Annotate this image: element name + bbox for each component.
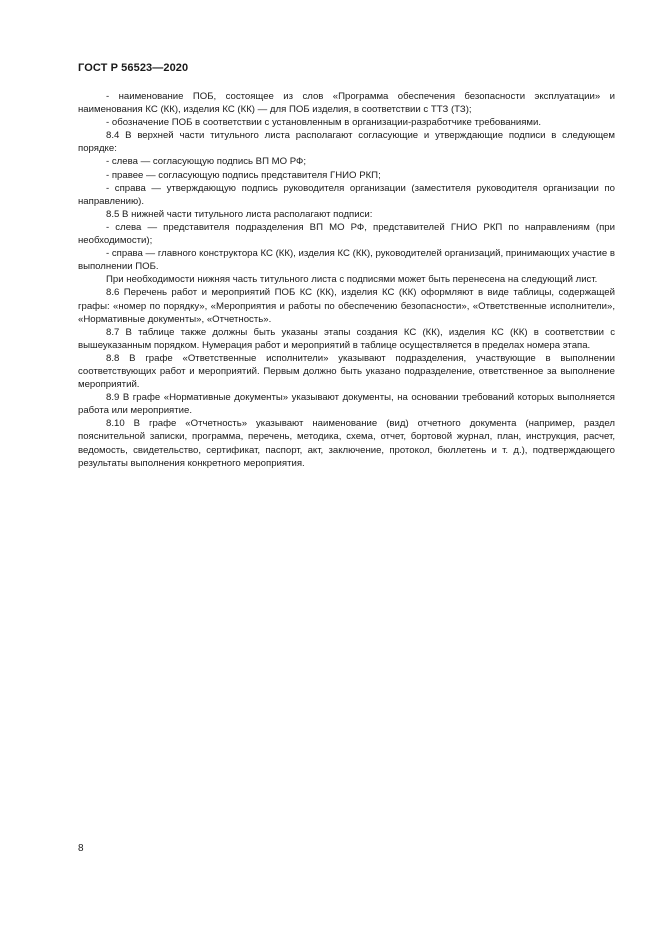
paragraph-8-6: 8.6 Перечень работ и мероприятий ПОБ КС (КК), изделия КС (КК) оформляют в виде таблицы, содержащей графы: «номер по порядку», «Мероприятия и работы по обеспечению безопасности», «Ответственные исполнители», «Нормативные документы», «Отчетность». [78, 287, 615, 325]
paragraph-8-5-right: - справа — главного конструктора КС (КК), изделия КС (КК), руководителей организаций, принимающих участие в выполнении ПОБ. [78, 248, 615, 273]
paragraph-8-4-right-of-left: - правее — согласующую подпись представителя ГНИО РКП; [106, 169, 381, 181]
paragraph-8-10: 8.10 В графе «Отчетность» указывают наименование (вид) отчетного документа (например, раздел пояснительной записки, программа, перечень, методика, схема, отчет, бортовой журнал, план, инструкция, расчет, ведомость, свидетельство, сертификат, паспорт, акт, заключение, протокол, бюллетень и т. д.), подтверждающего результаты выполнения конкретного мероприятия. [78, 418, 615, 469]
paragraph-title-page-name: - наименование ПОБ, состоящее из слов «Программа обеспечения безопасности эксплуатации» и наименования КС (КК), изделия КС (КК) — для ПОБ изделия, в соответствии с ТТЗ (ТЗ); [78, 91, 615, 116]
paragraph-8-4: 8.4 В верхней части титульного листа располагают согласующие и утверждающие подписи в следующем порядке: [78, 130, 615, 155]
paragraph-8-8: 8.8 В графе «Ответственные исполнители» указывают подразделения, участвующие в выполнении соответствующих работ и мероприятий. Первым должно быть указано подразделение, ответственное за выполнение мероприятий. [78, 352, 615, 391]
paragraph-8-5-left: - слева — представителя подразделения ВП МО РФ, представителей ГНИО РКП по направлениям (при необходимости); [78, 221, 615, 247]
document-header: ГОСТ Р 56523—2020 [78, 62, 189, 74]
paragraph-8-4-left: - слева — согласующую подпись ВП МО РФ; [106, 156, 307, 168]
paragraph-8-7: 8.7 В таблице также должны быть указаны этапы создания КС (КК), изделия КС (КК) в соответствии с вышеуказанным порядком. Нумерация работ и мероприятий в таблице осуществляется в пределах номера этапа. [78, 326, 615, 351]
document-body [78, 90, 615, 470]
paragraph-8-5: 8.5 В нижней части титульного листа располагают подписи: [106, 208, 373, 220]
paragraph-8-4-right: - справа — утверждающую подпись руководителя организации (заместителя руководителя организации по направлению). [78, 182, 615, 207]
page-number: 8 [78, 843, 84, 854]
paragraph-8-9: 8.9 В графе «Нормативные документы» указывают документы, на основании требований которых выполняется работа или мероприятие. [78, 392, 615, 417]
paragraph-8-5-note: При необходимости нижняя часть титульного листа с подписями может быть перенесена на следующий лист. [106, 274, 598, 286]
paragraph-title-page-designation: - обозначение ПОБ в соответствии с установленным в организации-разработчике требованиями. [106, 117, 542, 129]
